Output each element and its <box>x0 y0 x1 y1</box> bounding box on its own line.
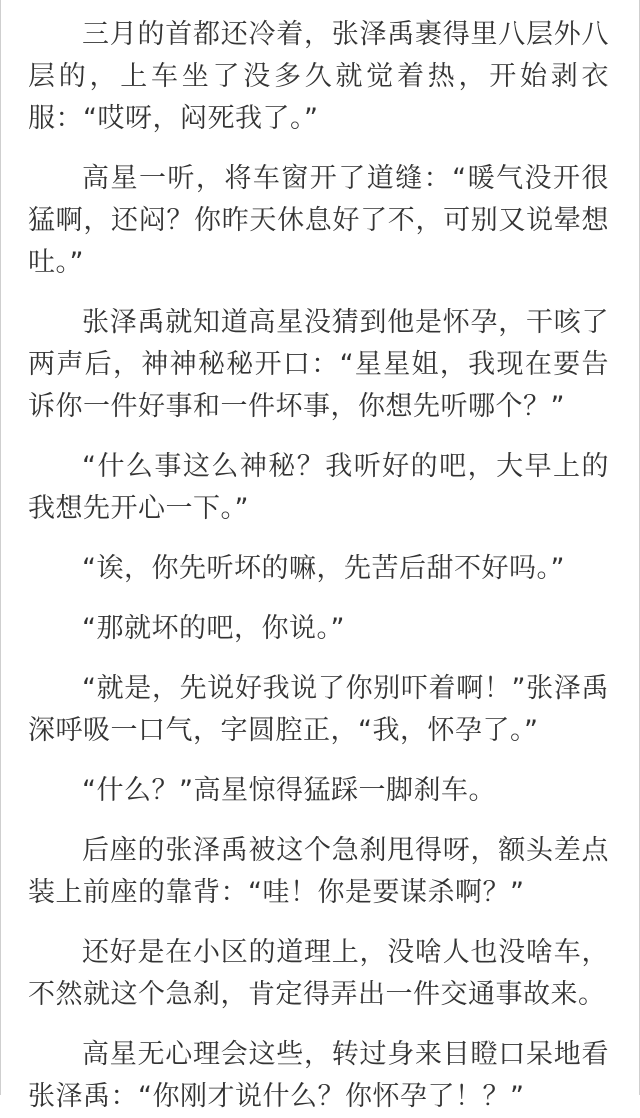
article-paragraph: 张泽禹就知道高星没猜到他是怀孕，干咳了两声后，神神秘秘开口：“星星姐，我现在要告诉你一件好事和一件坏事，你想先听哪个？” <box>28 307 609 422</box>
article-paragraph: 三月的首都还冷着，张泽禹裹得里八层外八层的，上车坐了没多久就觉着热，开始剥衣服：“哎呀，闷死我了。” <box>28 19 609 134</box>
article-paragraph: “那就坏的吧，你说。” <box>82 613 345 644</box>
article-paragraph: “诶，你先听坏的嘛，先苦后甜不好吗。” <box>82 553 565 584</box>
article-paragraph: “什么？”高星惊得猛踩一脚刹车。 <box>82 775 496 806</box>
article-paragraph: “就是，先说好我说了你别吓着啊！”张泽禹深呼吸一口气，字圆腔正，“我，怀孕了。” <box>28 673 609 746</box>
article-paragraph: 后座的张泽禹被这个急刹甩得呀，额头差点装上前座的靠背：“哇！你是要谋杀啊？” <box>28 835 609 908</box>
article-paragraph: 高星无心理会这些，转过身来目瞪口呆地看张泽禹：“你刚才说什么？你怀孕了！？” <box>28 1039 609 1112</box>
article-paragraph: 还好是在小区的道理上，没啥人也没啥车，不然就这个急刹，肯定得弄出一件交通事故来。 <box>28 937 609 1010</box>
article-paragraph: “什么事这么神秘？我听好的吧，大早上的我想先开心一下。” <box>28 451 609 524</box>
article-paragraph: 高星一听，将车窗开了道缝：“暖气没开很猛啊，还闷？你昨天休息好了不，可别又说晕想吐。” <box>28 163 609 278</box>
